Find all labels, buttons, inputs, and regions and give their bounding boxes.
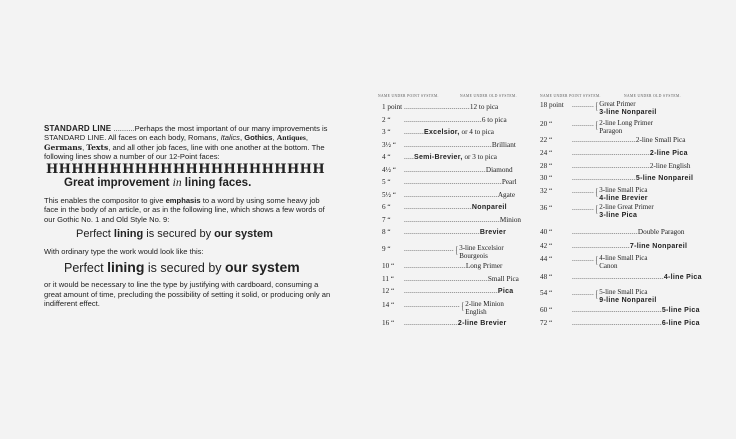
name-text: Pearl xyxy=(501,178,517,186)
leader-dots: .............................................. xyxy=(572,273,664,281)
point-size-label: 9 “ xyxy=(382,245,391,253)
point-size-label: 30 “ xyxy=(540,174,553,182)
old-system-name xyxy=(572,136,685,144)
name-line-2: 3-line Nonpareil xyxy=(599,108,657,116)
leader-dots: .......... xyxy=(404,128,424,136)
perfect-lining-example xyxy=(76,228,334,241)
germans-word: Germans xyxy=(44,142,83,152)
leader-dots: ............................................... xyxy=(404,191,498,199)
old-system-name xyxy=(404,228,506,237)
leader-dots: ........... xyxy=(572,187,594,195)
name-text: 4-line Pica xyxy=(663,274,702,281)
name-text: Excelsior, xyxy=(423,129,460,136)
point-size-label: 5 “ xyxy=(382,178,391,186)
point-size-label: 24 “ xyxy=(540,149,553,157)
leader-dots: ............................................... xyxy=(404,287,498,295)
antiques-word: Antiques xyxy=(276,133,306,143)
leader-dots: ............................ xyxy=(404,301,460,309)
name-line-1: 2-line Minion xyxy=(465,300,504,308)
name-text: 5-line Pica xyxy=(661,307,700,314)
brace-glyph: { xyxy=(455,244,458,256)
example-text-mid: is secured by xyxy=(143,228,215,241)
brace-glyph: { xyxy=(595,186,598,198)
old-system-name xyxy=(404,103,498,111)
name-text: 6-line Pica xyxy=(661,320,700,327)
example-text: Perfect xyxy=(76,228,114,241)
point-size-label: 12 “ xyxy=(382,287,395,295)
leader-dots: ............................................ xyxy=(404,141,492,149)
point-size-label: 10 “ xyxy=(382,262,395,270)
name-suffix: or 4 to pica xyxy=(459,128,495,136)
separator: , xyxy=(239,133,245,143)
name-text: Minion xyxy=(499,216,522,224)
name-line-2: Canon xyxy=(599,261,618,270)
point-size-label: 28 “ xyxy=(540,162,553,170)
point-size-label: 1 point xyxy=(382,103,403,111)
name-text: Semi-Brevier, xyxy=(413,154,463,161)
point-size-label: 44 “ xyxy=(540,255,553,263)
old-system-name xyxy=(404,216,521,224)
gothics-word: Gothics xyxy=(244,133,273,143)
name-line-1: 2-line Long Primer xyxy=(599,119,653,127)
point-size-label: 3½ “ xyxy=(382,141,396,149)
name-text: 5-line Nonpareil xyxy=(635,175,694,182)
ordinary-type-caption: With ordinary type the work would look like this: xyxy=(44,247,204,257)
column-header: NAME UNDER OLD SYSTEM. xyxy=(624,94,681,98)
leader-dots: ............................... xyxy=(404,262,466,270)
old-system-name xyxy=(404,166,513,174)
leader-dots: ............................. xyxy=(572,242,630,250)
intro-text: Perhaps the most important of our many improvements is STANDARD LINE. All faces on each body, Romans, xyxy=(44,124,328,143)
brace-glyph: { xyxy=(461,300,464,312)
leader-dots: ............................................. xyxy=(572,319,662,327)
brace-glyph: { xyxy=(595,100,598,112)
point-size-label: 4½ “ xyxy=(382,166,396,174)
brace-glyph: { xyxy=(595,119,598,131)
point-size-label: 36 “ xyxy=(540,204,553,212)
point-size-label: 48 “ xyxy=(540,273,553,281)
name-text: 12 to pica xyxy=(469,103,499,111)
great-improvement-line xyxy=(64,177,334,190)
old-system-name xyxy=(404,287,513,296)
old-system-name xyxy=(572,204,654,219)
name-line-2: Bourgeois xyxy=(459,251,488,260)
leader-dots: ............................................. xyxy=(572,306,662,314)
leader-dots: .................................. xyxy=(404,203,472,211)
cardboard-paragraph: or it would be necessary to line the type by justifying with cardboard, consuming a great amount of time, precluding the possibility of setting it solid, or producing only an indifferent effect. xyxy=(44,280,331,308)
great-line-text: Great improvement xyxy=(64,177,173,190)
ordinary-type-example xyxy=(64,260,334,276)
leader-dots: ................................. xyxy=(572,228,638,236)
name-text: Double Paragon xyxy=(637,228,685,236)
name-text: Agate xyxy=(497,191,516,199)
name-line-1: 3-line Small Pica xyxy=(599,186,648,194)
example-bold-lining: lining xyxy=(113,228,144,241)
name-text: 2-line Pica xyxy=(649,150,688,157)
leader-dots: ........... xyxy=(572,204,594,212)
name-text: Brilliant xyxy=(491,141,516,149)
great-line-italic: in xyxy=(172,177,182,190)
old-system-name xyxy=(572,306,700,315)
name-text: Diamond xyxy=(485,166,513,174)
name-line-1: Great Primer xyxy=(599,100,636,108)
old-system-name xyxy=(404,141,516,149)
point-size-label: 42 “ xyxy=(540,242,553,250)
leader-dots: ................................................. xyxy=(404,178,502,186)
point-size-label: 40 “ xyxy=(540,228,553,236)
point-size-label: 4 “ xyxy=(382,153,391,161)
old-system-name xyxy=(572,101,657,116)
para2-text: This enables the compositor to give xyxy=(44,196,166,206)
name-line-2: 3-line Pica xyxy=(599,211,638,219)
old-system-name xyxy=(404,301,504,316)
brace-glyph: { xyxy=(595,288,598,300)
point-size-label: 6 “ xyxy=(382,203,391,211)
old-system-name xyxy=(404,319,506,328)
leader-dots: ...................................... xyxy=(404,228,480,236)
point-size-label: 3 “ xyxy=(382,128,391,136)
leader-dots: .......................................... xyxy=(404,275,488,283)
point-size-label: 60 “ xyxy=(540,306,553,314)
old-system-name xyxy=(572,319,700,328)
standard-line-section xyxy=(44,124,334,308)
name-line-1: 4-line Small Pica xyxy=(599,254,648,262)
section-title: STANDARD LINE xyxy=(44,124,112,133)
leader-dots: ....................................... xyxy=(572,149,650,157)
old-system-name xyxy=(404,203,507,212)
title-leader: .......... xyxy=(113,124,135,133)
old-system-name xyxy=(572,162,690,170)
leader-dots: ....................................... xyxy=(404,116,482,124)
brace-glyph: { xyxy=(595,254,598,266)
old-system-name xyxy=(572,228,684,236)
texts-word: Texts xyxy=(86,142,109,152)
emphasis-paragraph xyxy=(44,196,334,224)
point-size-label: 2 “ xyxy=(382,116,391,124)
name-text: 2-line Brevier xyxy=(457,320,507,327)
leader-dots: ........... xyxy=(572,289,594,297)
point-size-label: 16 “ xyxy=(382,319,395,327)
leader-dots: ........................... xyxy=(404,319,458,327)
old-system-name xyxy=(404,128,494,137)
old-system-name xyxy=(404,275,519,283)
intro-paragraph xyxy=(44,124,334,161)
leader-dots: ................................ xyxy=(572,174,636,182)
name-line-1: 2-line Great Primer xyxy=(599,203,654,211)
old-system-name xyxy=(404,191,515,199)
example-bold-system: our system xyxy=(214,228,273,241)
leader-dots: ................................................ xyxy=(404,216,500,224)
name-line-1: 5-line Small Pica xyxy=(599,288,648,296)
old-system-name xyxy=(572,120,653,135)
point-size-label: 20 “ xyxy=(540,120,553,128)
old-system-name xyxy=(404,178,517,186)
leader-dots: ........... xyxy=(572,101,594,109)
name-text: 2-line Small Pica xyxy=(635,136,686,144)
old-system-name xyxy=(572,273,702,282)
point-size-label: 5½ “ xyxy=(382,191,396,199)
old-system-name xyxy=(404,153,497,162)
intro-text-2: , and all other job faces, line with one another at the bottom. The following lines show a number of our 12-Point faces: xyxy=(44,142,325,161)
leader-dots: ........... xyxy=(572,120,594,128)
name-text: 6 to pica xyxy=(481,116,507,124)
name-suffix: or 3 to pica xyxy=(462,153,497,161)
name-line-2: 9-line Nonpareil xyxy=(599,296,657,304)
leader-dots: ....................................... xyxy=(572,162,650,170)
name-text: Brevier xyxy=(479,229,507,236)
name-text: Nonpareil xyxy=(471,204,507,211)
name-line-2: Paragon xyxy=(599,126,623,135)
separator: , xyxy=(82,142,87,152)
name-text: Small Pica xyxy=(487,275,519,283)
para2-text-end: to a word by using some heavy job face in the body of an article, or as in the following line, which shows a few words of our Gothic No. 1 and Old Style No. 9: xyxy=(44,196,325,224)
column-header: NAME UNDER OLD SYSTEM. xyxy=(460,94,517,98)
point-size-label: 22 “ xyxy=(540,136,553,144)
italics-word: Italics xyxy=(220,133,240,143)
old-system-name xyxy=(572,242,687,251)
leader-dots: ..... xyxy=(404,153,414,161)
leader-dots: ......................... xyxy=(404,245,454,253)
point-size-label: 32 “ xyxy=(540,187,553,195)
column-header: NAME UNDER POINT SYSTEM. xyxy=(540,94,601,98)
name-text: Pica xyxy=(497,288,514,295)
example-bold-system: our system xyxy=(225,259,300,276)
point-size-label: 54 “ xyxy=(540,289,553,297)
name-text: 2-line English xyxy=(649,162,691,170)
name-line-2: 4-line Brevier xyxy=(599,194,648,202)
example-text-mid: is secured by xyxy=(144,261,225,276)
old-system-name xyxy=(572,255,647,270)
type-specimen-glyphs: HHHHHHHHHHHHHHHHHHHHHH xyxy=(46,162,326,178)
point-size-label: 11 “ xyxy=(382,275,394,283)
name-line-2: English xyxy=(465,307,487,316)
leader-dots: ......................................... xyxy=(404,166,486,174)
separator: , xyxy=(305,133,308,143)
old-system-name xyxy=(572,187,648,202)
old-system-name xyxy=(572,174,693,183)
name-line-1: 3-line Excelsior xyxy=(459,244,504,252)
point-size-label: 18 point xyxy=(540,101,564,109)
separator: , xyxy=(272,133,277,143)
leader-dots: ................................. xyxy=(404,103,470,111)
old-system-name xyxy=(404,116,507,124)
point-size-label: 7 “ xyxy=(382,216,391,224)
point-size-label: 8 “ xyxy=(382,228,391,236)
brace-glyph: { xyxy=(595,203,598,215)
emphasis-word: emphasis xyxy=(165,196,201,206)
great-line-text-end: lining faces. xyxy=(181,177,252,190)
old-system-name xyxy=(572,289,657,304)
old-system-name xyxy=(404,262,502,270)
example-text: Perfect xyxy=(64,261,108,276)
leader-dots: ................................ xyxy=(572,136,636,144)
point-size-label: 72 “ xyxy=(540,319,553,327)
column-header: NAME UNDER POINT SYSTEM. xyxy=(378,94,439,98)
name-text: 7-line Nonpareil xyxy=(629,243,688,250)
old-system-name xyxy=(404,245,504,260)
leader-dots: ........... xyxy=(572,255,594,263)
name-text: Long Primer xyxy=(465,262,503,270)
example-bold-lining: lining xyxy=(107,259,145,276)
old-system-name xyxy=(572,149,688,158)
point-size-label: 14 “ xyxy=(382,301,395,309)
